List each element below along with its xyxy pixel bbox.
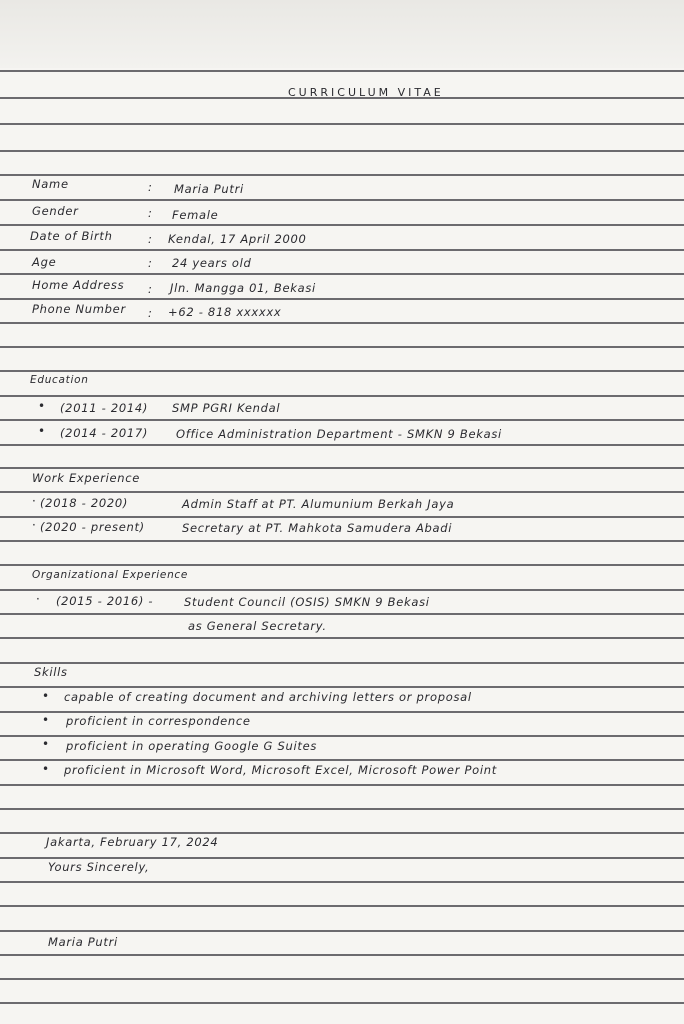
ruled-line [0,540,684,542]
section-heading-organization: Organizational Experience [32,569,189,581]
field-label-name: Name [32,177,69,191]
ruled-line [0,199,684,201]
ruled-line [0,735,684,737]
skill-item: proficient in operating Google G Suites [66,739,318,753]
work-years: (2020 - present) [40,520,145,534]
field-value-name: Maria Putri [174,182,244,196]
ruled-line [0,491,684,493]
ruled-line [0,467,684,469]
bullet-icon: • [42,689,50,703]
skill-item: proficient in correspondence [66,714,251,728]
ruled-line [0,395,684,397]
ruled-line [0,370,684,372]
field-separator: : [148,306,153,320]
ruled-line [0,322,684,324]
education-years: (2014 - 2017) [60,426,149,440]
field-value-age: 24 years old [172,256,252,270]
ruled-line [0,249,684,251]
paper-top-edge [0,0,684,68]
place-and-date: Jakarta, February 17, 2024 [46,835,219,849]
section-heading-skills: Skills [34,665,68,679]
field-label-phone: Phone Number [32,302,126,316]
document-title: CURRICULUM VITAE [288,86,444,99]
ruled-line [0,954,684,956]
ruled-line [0,662,684,664]
ruled-line [0,784,684,786]
closing-salutation: Yours Sincerely, [48,860,150,874]
ruled-line [0,711,684,713]
ruled-line [0,346,684,348]
work-years: (2018 - 2020) [40,496,129,510]
field-separator: : [148,232,153,246]
skill-item: proficient in Microsoft Word, Microsoft Excel, Microsoft Power Point [64,763,497,777]
field-label-gender: Gender [32,204,79,218]
ruled-line [0,516,684,518]
ruled-line [0,978,684,980]
ruled-line [0,564,684,566]
ruled-line [0,444,684,446]
skill-item: capable of creating document and archiving letters or proposal [64,690,472,704]
ruled-line [0,298,684,300]
organization-entry-continued: as General Secretary. [188,619,327,633]
education-entry: Office Administration Department - SMKN 9 Bekasi [176,427,502,441]
field-value-dob: Kendal, 17 April 2000 [168,232,307,246]
field-label-dob: Date of Birth [30,229,113,243]
ruled-line [0,686,684,688]
ruled-line [0,419,684,421]
ruled-line [0,808,684,810]
signature-name: Maria Putri [48,935,118,949]
field-separator: : [148,256,153,270]
field-separator: : [148,180,153,194]
bullet-icon: • [42,762,50,776]
education-entry: SMP PGRI Kendal [172,401,281,415]
field-label-age: Age [32,255,57,269]
bullet-icon: · [32,518,37,532]
section-heading-work: Work Experience [32,471,141,485]
work-entry: Secretary at PT. Mahkota Samudera Abadi [182,521,453,535]
organization-entry: Student Council (OSIS) SMKN 9 Bekasi [184,595,430,609]
ruled-line [0,150,684,152]
ruled-line [0,174,684,176]
ruled-line [0,613,684,615]
field-label-address: Home Address [32,278,125,292]
bullet-icon: • [38,399,46,413]
ruled-line [0,905,684,907]
ruled-line [0,589,684,591]
field-separator: : [148,282,153,296]
field-separator: : [148,206,153,220]
ruled-line [0,273,684,275]
ruled-line [0,1002,684,1004]
work-entry: Admin Staff at PT. Alumunium Berkah Jaya [182,497,455,511]
organization-years: (2015 - 2016) - [56,594,154,608]
ruled-line [0,881,684,883]
field-value-gender: Female [172,208,219,222]
ruled-line [0,930,684,932]
bullet-icon: • [38,424,46,438]
ruled-line [0,759,684,761]
field-value-phone: +62 - 818 xxxxxx [168,305,282,319]
ruled-line [0,832,684,834]
ruled-line [0,123,684,125]
bullet-icon: · [36,592,41,606]
bullet-icon: • [42,737,50,751]
ruled-line [0,637,684,639]
bullet-icon: • [42,713,50,727]
ruled-line [0,70,684,72]
section-heading-education: Education [30,374,89,386]
ruled-line [0,224,684,226]
bullet-icon: · [32,494,37,508]
education-years: (2011 - 2014) [60,401,149,415]
field-value-address: Jln. Mangga 01, Bekasi [170,281,316,295]
ruled-line [0,857,684,859]
